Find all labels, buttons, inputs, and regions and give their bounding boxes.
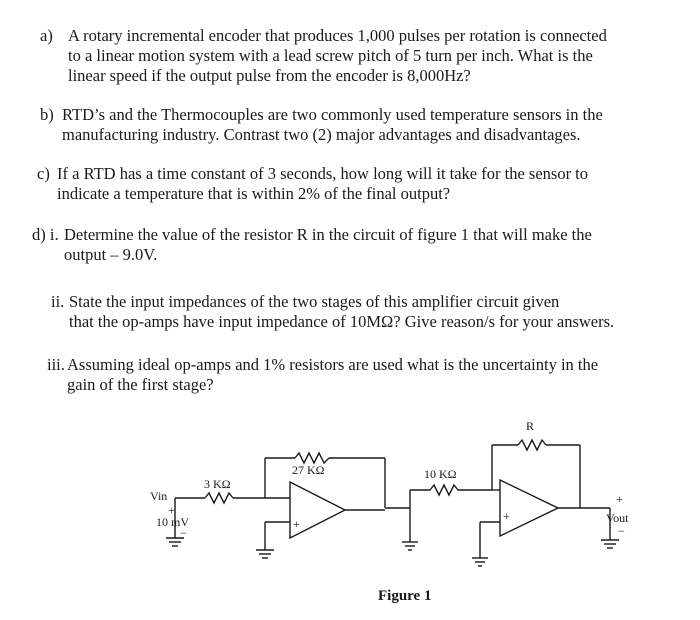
opamp-2 [500,480,558,536]
figure-caption: Figure 1 [378,588,432,604]
question-d-ii-label: ii. [51,292,65,311]
vout-minus-sign: − [618,524,625,538]
vout-label: Vout [606,511,629,525]
question-d-i-line-1: Determine the value of the resistor R in the circuit of figure 1 that will make the [64,225,592,244]
question-d-iii-label: iii. [47,355,65,374]
question-d-ii [51,292,614,332]
question-a [40,26,607,86]
question-b-label: b) [40,105,54,124]
resistor-3k-label: 3 KΩ [204,477,231,491]
question-d-ii-line-1: State the input impedances of the two stages of this amplifier circuit given [69,292,560,311]
question-b-line-1: RTD’s and the Thermocouples are two commonly used temperature sensors in the [62,105,603,124]
question-c-label: c) [37,164,50,183]
question-b [40,105,603,145]
opamp-1-plus-sign: + [293,517,300,531]
resistor-10k [430,485,458,495]
circuit-diagram [140,410,660,610]
resistor-10k-label: 10 KΩ [424,467,457,481]
question-d-ii-line-2: that the op-amps have input impedance of 10MΩ? Give reason/s for your answers. [69,312,615,331]
opamp-2-plus-sign: + [503,509,510,523]
question-d-i-label: d) i. [32,225,59,244]
resistor-r [518,440,546,450]
vout-plus-sign: + [616,492,623,506]
question-a-label: a) [40,26,53,45]
question-d-i-line-2: output – 9.0V. [64,245,158,264]
question-d-iii-line-1: Assuming ideal op-amps and 1% resistors are used what is the uncertainty in the [67,355,599,374]
vin-plus-sign: + [168,503,175,517]
vin-value-label: 10 mV [156,515,189,529]
resistor-r-label: R [526,419,535,433]
question-c-line-1: If a RTD has a time constant of 3 seconds, how long will it take for the sensor to [57,164,589,183]
vin-minus-sign: − [180,526,187,540]
question-b-line-2: manufacturing industry. Contrast two (2) major advantages and disadvantages. [62,125,581,144]
resistor-27k [295,453,329,463]
question-d-iii [47,355,598,395]
question-c-line-2: indicate a temperature that is within 2% of the final output? [57,184,451,203]
question-d-iii-line-2: gain of the first stage? [67,375,214,394]
question-a-line-3: linear speed if the output pulse from the encoder is 8,000Hz? [68,66,471,85]
resistor-27k-label: 27 KΩ [292,463,325,477]
question-c [37,164,588,204]
question-a-line-1: A rotary incremental encoder that produces 1,000 pulses per rotation is connected [68,26,607,45]
vin-label: Vin [150,489,168,503]
question-d-i [32,225,592,265]
resistor-3k [205,493,233,503]
question-a-line-2: to a linear motion system with a lead screw pitch of 5 turn per inch. What is the [68,46,593,65]
